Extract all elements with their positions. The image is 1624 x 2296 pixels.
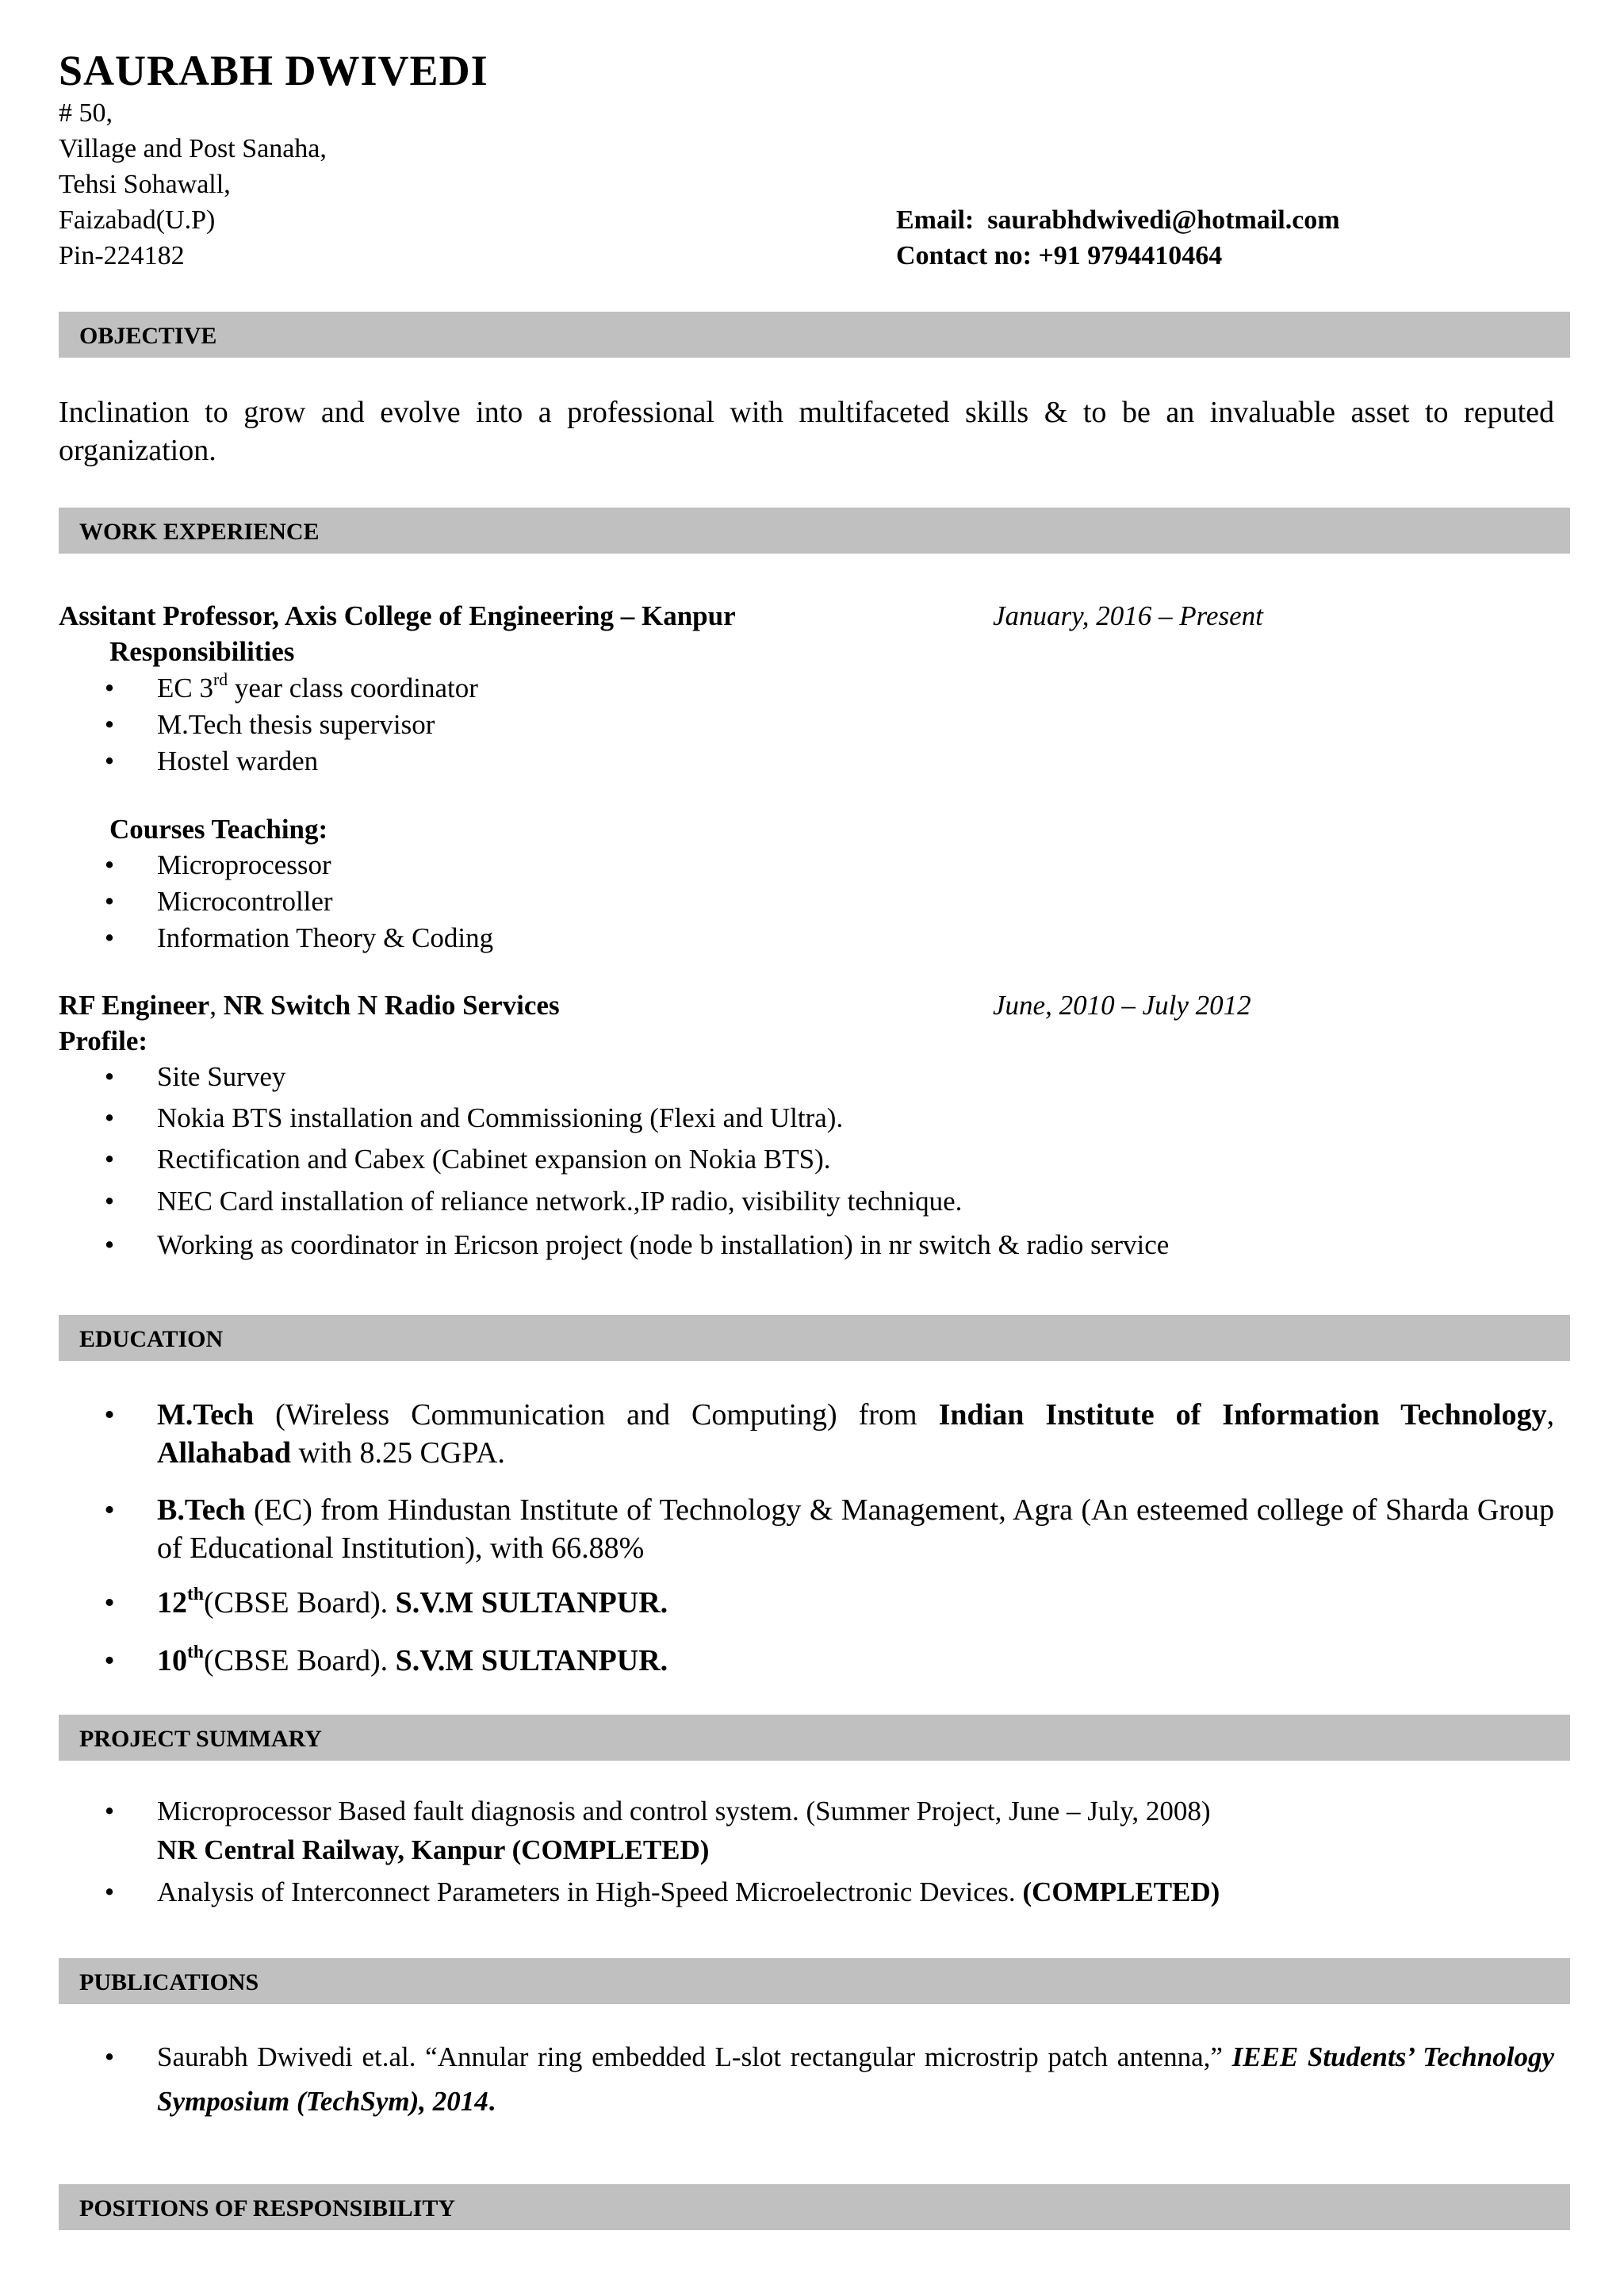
superscript: th: [187, 1584, 204, 1605]
bullet-icon: •: [104, 1644, 115, 1677]
job-company: NR Switch N Radio Services: [223, 990, 560, 1021]
responsibilities-heading: Responsibilities: [109, 636, 295, 667]
separator: ,: [209, 990, 224, 1021]
superscript: th: [187, 1642, 204, 1663]
bullet-icon: •: [104, 1061, 115, 1092]
list-item: [104, 1491, 1554, 1567]
job-role: RF Engineer: [59, 990, 210, 1021]
publication-authors: Saurabh Dwivedi et.al. “Annular ring embedded L-slot rectangular microstrip patch antenna,”: [157, 2041, 1232, 2072]
bullet-icon: •: [104, 1144, 115, 1175]
address-line: Tehsi Sohawall,: [59, 170, 231, 199]
bullet-icon: •: [104, 1796, 115, 1826]
item-text: year class coordinator: [228, 673, 478, 703]
item-text: Hostel warden: [157, 746, 319, 776]
email-value: saurabhdwivedi@hotmail.com: [987, 205, 1340, 235]
bullet-icon: •: [104, 709, 115, 740]
list-item: [104, 1396, 1554, 1472]
job-title: Assitant Professor, Axis College of Engineering – Kanpur: [59, 600, 736, 631]
job-date: January, 2016 – Present: [993, 600, 1263, 631]
item-text: (Wireless Communication and Computing) from: [254, 1398, 939, 1432]
item-text: Microprocessor: [157, 849, 331, 880]
bullet-icon: •: [104, 1102, 115, 1133]
grade: 10: [157, 1644, 187, 1677]
candidate-name: SAURABH DWIVEDI: [59, 47, 488, 94]
bullet-icon: •: [104, 1493, 115, 1527]
section-heading-positions: POSITIONS OF RESPONSIBILITY: [59, 2184, 1570, 2230]
item-text: NR Central Railway, Kanpur (COMPLETED): [157, 1834, 710, 1865]
section-heading-work-experience: WORK EXPERIENCE: [59, 508, 1570, 554]
institution: Indian Institute of Information Technology: [938, 1398, 1547, 1432]
address-line: # 50,: [59, 98, 113, 128]
bullet-icon: •: [104, 1229, 115, 1260]
bullet-icon: •: [104, 1876, 115, 1907]
address-line: Village and Post Sanaha,: [59, 134, 327, 163]
section-heading-objective: OBJECTIVE: [59, 312, 1570, 358]
separator: ,: [1546, 1398, 1554, 1432]
job-title: [59, 990, 560, 1022]
contact-label: Contact no:: [896, 241, 1032, 270]
school: S.V.M SULTANPUR.: [395, 1586, 668, 1619]
item-text: with 8.25 CGPA.: [290, 1436, 505, 1470]
status: (COMPLETED): [1022, 1876, 1220, 1907]
bullet-icon: •: [104, 922, 115, 953]
item-text: NEC Card installation of reliance network.,IP radio, visibility technique.: [157, 1186, 963, 1217]
bullet-icon: •: [104, 673, 115, 703]
contact-line: [896, 241, 1222, 271]
publication-venue: IEEE Students’ Technology Symposium (TechSym), 2014: [157, 2041, 1554, 2117]
degree: M.Tech: [157, 1398, 255, 1432]
contact-value: +91 9794410464: [1038, 241, 1223, 270]
objective-text: Inclination to grow and evolve into a professional with multifaceted skills & to be an invaluable asset to reputed organization.: [59, 396, 1554, 467]
bullet-icon: •: [104, 1586, 115, 1619]
section-heading-publications: PUBLICATIONS: [59, 1958, 1570, 2004]
section-heading-project-summary: PROJECT SUMMARY: [59, 1715, 1570, 1761]
grade: 12: [157, 1586, 187, 1619]
item-text: EC 3: [157, 673, 213, 703]
email-label: Email:: [896, 205, 975, 235]
item-text: Working as coordinator in Ericson project (node b installation) in nr switch & radio service: [157, 1229, 1170, 1260]
item-text: (CBSE Board).: [203, 1644, 396, 1677]
list-item: [104, 2035, 1554, 2124]
bullet-icon: •: [104, 1186, 115, 1217]
address-line: Faizabad(U.P): [59, 205, 216, 235]
item-text: M.Tech thesis supervisor: [157, 709, 435, 740]
institution-city: Allahabad: [157, 1436, 291, 1470]
school: S.V.M SULTANPUR.: [395, 1644, 668, 1677]
list-item: [104, 1584, 1554, 1622]
profile-heading: Profile:: [59, 1025, 148, 1056]
email-line: [896, 205, 1340, 236]
job-date: June, 2010 – July 2012: [993, 990, 1251, 1021]
bullet-icon: •: [104, 2041, 115, 2072]
item-text: Analysis of Interconnect Parameters in High-Speed Microelectronic Devices.: [157, 1876, 1023, 1907]
bullet-icon: •: [104, 886, 115, 917]
bullet-icon: •: [104, 1398, 115, 1432]
item-text: Microprocessor Based fault diagnosis and control system. (Summer Project, June – July, 2008): [157, 1796, 1211, 1826]
item-text: Microcontroller: [157, 886, 333, 917]
section-heading-education: EDUCATION: [59, 1315, 1570, 1361]
courses-heading: Courses Teaching:: [109, 814, 328, 845]
superscript: rd: [213, 670, 228, 690]
list-item: [104, 1642, 1554, 1680]
degree: B.Tech: [157, 1493, 246, 1527]
bullet-icon: •: [104, 849, 115, 880]
item-text: Nokia BTS installation and Commissioning (Flexi and Ultra).: [157, 1102, 844, 1133]
item-text: Rectification and Cabex (Cabinet expansion on Nokia BTS).: [157, 1144, 831, 1175]
address-line: Pin-224182: [59, 241, 185, 270]
item-text: (CBSE Board).: [203, 1586, 396, 1619]
item-text: (EC) from Hindustan Institute of Technology & Management, Agra (An esteemed college of Sharda Group of Educational Institution), with 66.88%: [157, 1493, 1554, 1565]
item-text: Site Survey: [157, 1061, 286, 1092]
bullet-icon: •: [104, 746, 115, 776]
item-text: Information Theory & Coding: [157, 922, 494, 953]
punctuation: .: [488, 2086, 496, 2117]
